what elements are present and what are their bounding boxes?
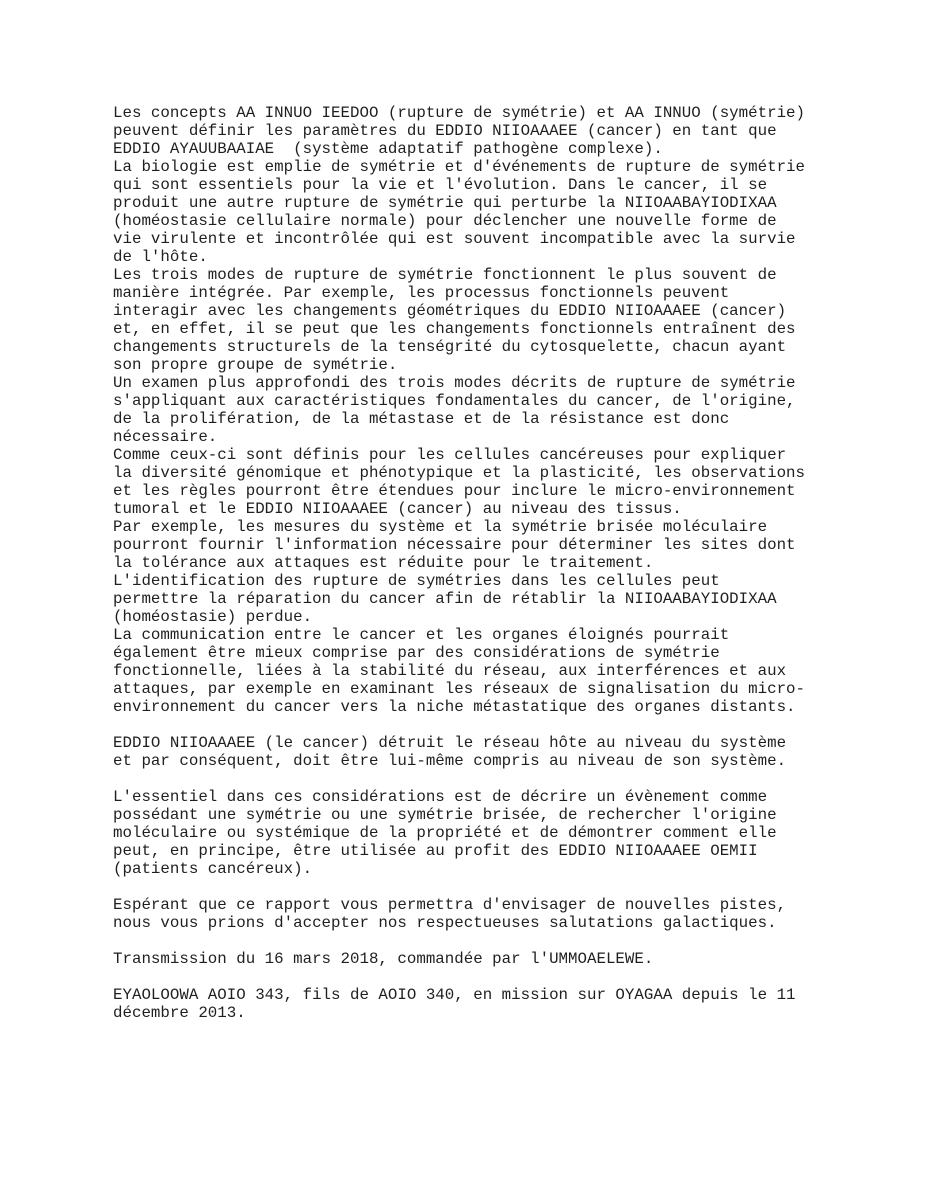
text-line: Espérant que ce rapport vous permettra d'envisager de nouvelles pistes,: [113, 896, 787, 914]
text-line: Les concepts AA INNUO IEEDOO (rupture de symétrie) et AA INNUO (symétrie): [113, 104, 806, 122]
text-line: peuvent définir les paramètres du EDDIO NIIOAAAEE (cancer) en tant que: [113, 122, 777, 140]
text-line: EDDIO AYAUUBAAIAE (système adaptatif pathogène complexe).: [113, 140, 663, 158]
text-line: s'appliquant aux caractéristiques fondamentales du cancer, de l'origine,: [113, 392, 796, 410]
blank-line: [113, 770, 805, 788]
text-line: Comme ceux-ci sont définis pour les cellules cancéreuses pour expliquer: [113, 446, 787, 464]
text-line: nous vous prions d'accepter nos respectueuses salutations galactiques.: [113, 914, 777, 932]
text-line: L'identification des rupture de symétries dans les cellules peut: [113, 572, 720, 590]
text-line: produit une autre rupture de symétrie qui perturbe la NIIOAABAYIODIXAA: [113, 194, 777, 212]
text-line: Un examen plus approfondi des trois modes décrits de rupture de symétrie: [113, 374, 796, 392]
text-line: de la prolifération, de la métastase et de la résistance est donc: [113, 410, 730, 428]
blank-line: [113, 878, 805, 896]
text-line: tumoral et le EDDIO NIIOAAAEE (cancer) au niveau des tissus.: [113, 500, 682, 518]
text-line: permettre la réparation du cancer afin de rétablir la NIIOAABAYIODIXAA: [113, 590, 777, 608]
text-line: (patients cancéreux).: [113, 860, 313, 878]
text-line: décembre 2013.: [113, 1004, 246, 1022]
text-line: (homéostasie) perdue.: [113, 608, 313, 626]
text-line: attaques, par exemple en examinant les réseaux de signalisation du micro-: [113, 680, 806, 698]
text-line: la diversité génomique et phénotypique et la plasticité, les observations: [113, 464, 806, 482]
text-line: changements structurels de la tenségrité du cytosquelette, chacun ayant: [113, 338, 787, 356]
text-line: la tolérance aux attaques est réduite pour le traitement.: [113, 554, 654, 572]
text-line: et, en effet, il se peut que les changements fonctionnels entraînent des: [113, 320, 796, 338]
blank-line: [113, 932, 805, 950]
text-line: EDDIO NIIOAAAEE (le cancer) détruit le réseau hôte au niveau du système: [113, 734, 787, 752]
text-line: son propre groupe de symétrie.: [113, 356, 398, 374]
text-line: et par conséquent, doit être lui-même compris au niveau de son système.: [113, 752, 787, 770]
text-line: également être mieux comprise par des considérations de symétrie: [113, 644, 720, 662]
text-line: nécessaire.: [113, 428, 218, 446]
text-line: peut, en principe, être utilisée au profit des EDDIO NIIOAAAEE OEMII: [113, 842, 758, 860]
text-line: environnement du cancer vers la niche métastatique des organes distants.: [113, 698, 796, 716]
text-line: interagir avec les changements géométriques du EDDIO NIIOAAAEE (cancer): [113, 302, 787, 320]
text-line: manière intégrée. Par exemple, les processus fonctionnels peuvent: [113, 284, 730, 302]
text-line: La biologie est emplie de symétrie et d'événements de rupture de symétrie: [113, 158, 806, 176]
text-line: vie virulente et incontrôlée qui est souvent incompatible avec la survie: [113, 230, 796, 248]
text-line: La communication entre le cancer et les organes éloignés pourrait: [113, 626, 730, 644]
text-line: moléculaire ou systémique de la propriété et de démontrer comment elle: [113, 824, 777, 842]
text-line: Les trois modes de rupture de symétrie fonctionnent le plus souvent de: [113, 266, 777, 284]
text-line: EYAOLOOWA AOIO 343, fils de AOIO 340, en mission sur OYAGAA depuis le 11: [113, 986, 796, 1004]
text-line: Par exemple, les mesures du système et la symétrie brisée moléculaire: [113, 518, 768, 536]
text-line: pourront fournir l'information nécessaire pour déterminer les sites dont: [113, 536, 796, 554]
text-line: (homéostasie cellulaire normale) pour déclencher une nouvelle forme de: [113, 212, 777, 230]
text-line: et les règles pourront être étendues pour inclure le micro-environnement: [113, 482, 796, 500]
text-line: de l'hôte.: [113, 248, 208, 266]
document-body: [113, 104, 805, 1022]
text-line: L'essentiel dans ces considérations est de décrire un évènement comme: [113, 788, 768, 806]
text-line: Transmission du 16 mars 2018, commandée par l'UMMOAELEWE.: [113, 950, 654, 968]
text-line: possédant une symétrie ou une symétrie brisée, de rechercher l'origine: [113, 806, 777, 824]
text-line: fonctionnelle, liées à la stabilité du réseau, aux interférences et aux: [113, 662, 787, 680]
blank-line: [113, 716, 805, 734]
blank-line: [113, 968, 805, 986]
text-line: qui sont essentiels pour la vie et l'évolution. Dans le cancer, il se: [113, 176, 768, 194]
